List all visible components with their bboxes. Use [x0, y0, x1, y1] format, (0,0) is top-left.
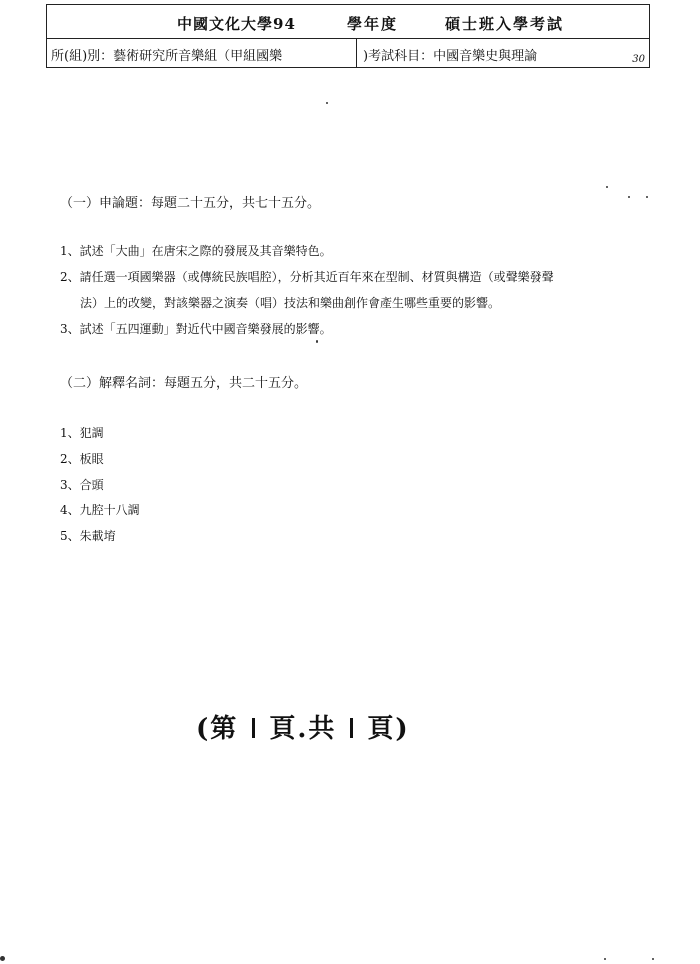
essay-question-2-continuation: 法）上的改變，對該樂器之演奏（唱）技法和樂曲創作會產生哪些重要的影響。 [80, 296, 501, 310]
term-item-4 [60, 501, 140, 518]
scan-speck [316, 340, 318, 343]
header-title-row [47, 5, 649, 39]
term-number: 5、 [60, 529, 80, 543]
page-code: 30 [632, 54, 645, 65]
total-pages-mark [350, 718, 353, 738]
term-item-3 [60, 476, 104, 493]
question-number: 1、 [60, 244, 80, 258]
header-info-row [47, 39, 649, 67]
exam-name: 碩士班入學考試 [445, 15, 565, 33]
scan-speck [0, 956, 5, 961]
department-label: 所(組)別：藝術研究所音樂組（甲組國樂 [51, 49, 283, 64]
scan-speck [604, 958, 606, 960]
question-text: 試述「五四運動」對近代中國音樂發展的影響。 [79, 322, 332, 336]
page-number-mark [252, 718, 255, 738]
question-number: 2、 [60, 270, 80, 284]
section2-title: （二）解釋名詞：每題五分，共二十五分。 [60, 376, 308, 391]
question-text: 請任選一項國樂器（或傳統民族唱腔），分析其近百年來在型制、材質與構造（或聲樂發聲 [79, 270, 554, 284]
term-text: 朱載堉 [79, 529, 116, 543]
exam-header [46, 4, 650, 68]
term-item-2 [60, 450, 104, 467]
essay-question-2 [60, 268, 554, 285]
term-number: 3、 [60, 478, 80, 492]
term-number: 1、 [60, 426, 80, 440]
page-indicator-close: 頁) [367, 714, 410, 744]
subject-label: )考試科目：中國音樂史與理論 [363, 49, 538, 64]
term-item-5 [60, 527, 116, 544]
essay-question-1 [60, 242, 332, 259]
term-text: 合頭 [79, 478, 104, 492]
year-suffix: 學年度 [347, 15, 399, 33]
term-number: 4、 [60, 503, 80, 517]
scan-speck [326, 102, 328, 104]
section1-title: （一）申論題：每題二十五分，共七十五分。 [60, 196, 321, 211]
term-text: 板眼 [79, 452, 104, 466]
header-divider [356, 39, 357, 67]
scan-speck [628, 196, 630, 198]
scan-speck [652, 958, 654, 960]
essay-question-3 [60, 320, 332, 337]
page-indicator [196, 708, 410, 745]
page-indicator-label: 頁.共 [269, 714, 337, 744]
term-text: 犯調 [79, 426, 104, 440]
term-number: 2、 [60, 452, 80, 466]
page-indicator-open: (第 [196, 714, 239, 744]
term-item-1 [60, 424, 104, 441]
scan-speck [606, 186, 608, 188]
question-text: 試述「大曲」在唐宋之際的發展及其音樂特色。 [79, 244, 332, 258]
term-text: 九腔十八調 [79, 503, 140, 517]
scan-speck [646, 196, 648, 198]
question-number: 3、 [60, 322, 80, 336]
school-year: 中國文化大學94 [177, 15, 296, 33]
